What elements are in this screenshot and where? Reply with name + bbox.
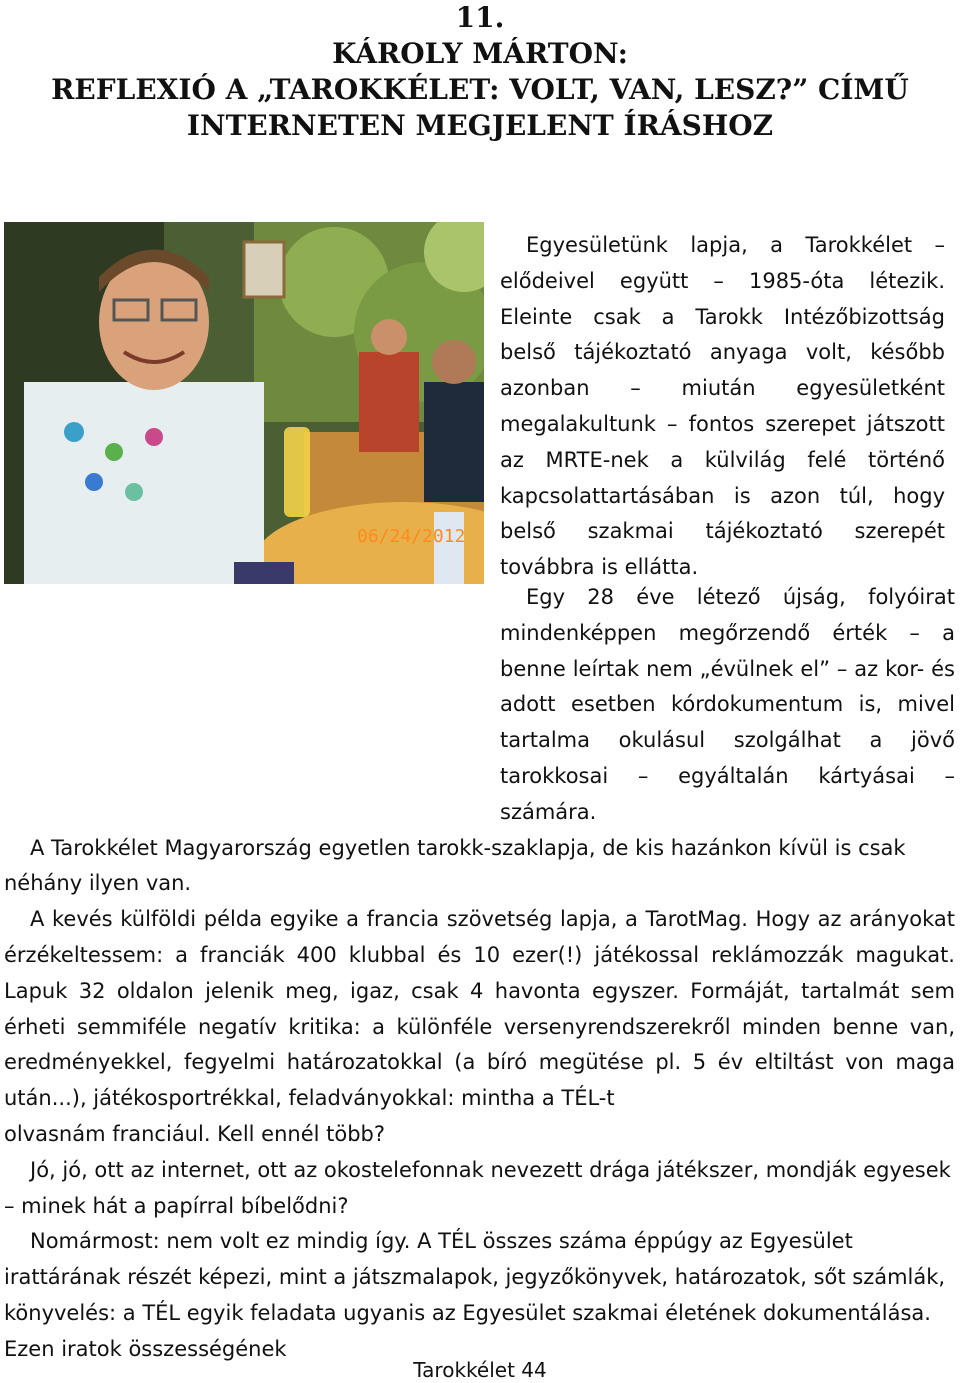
main-text (4, 580, 955, 1368)
photo-date-stamp: 06/24/2012 (357, 526, 466, 547)
paragraph-4: Jó, jó, ott az internet, ott az okostelefonnak nevezett drága játékszer, mondják egyesek – minek hát a papírral bíbelődni? (4, 1157, 951, 1218)
title-line-2: REFLEXIÓ A „TAROKKÉLET: VOLT, VAN, LESZ?” CÍMŰ (51, 73, 909, 106)
paragraph-5: Nomármost: nem volt ez mindig így. A TÉL összes száma éppúgy az Egyesület irattárának részét képezi, mint a játszmalapok, jegyzőkönyvek, határozatok, sőt számlák, könyvelés: a TÉL egyik feladata ugyanis az Egyesület szakmai életének dokumentálása. Ezen iratok összességének (4, 1229, 946, 1361)
paragraph-3: A kevés külföldi példa egyike a francia szövetség lapja, a TarotMag. Hogy az arányokat érzékeltessem: a franciák 400 klubbal és 10 ezer(!) játékossal reklámozzák magukat. Lapuk 32 oldalon jelenik meg, igaz, csak 4 havonta egyszer. Formáját, tartalmát sem érheti semmiféle negatív kritika: a különféle versenyrendszerekről minden benne van, eredményekkel, fegyelmi határozatokkal (a bíró megütése pl. 5 év eltiltást von maga után...), játékosportrékkal, feladványokkal: mintha a TÉL-t (4, 907, 955, 1111)
article-photo (4, 222, 484, 584)
page-footer: Tarokkélet 44 (413, 1358, 547, 1382)
page-header (0, 0, 960, 144)
paragraph-1: Egy 28 éve létező újság, folyóirat mindenképpen megőrzendő érték – a benne leírtak nem „évülnek el” – az kor- és adott esetben kórdokumentum is, mivel tartalma okulásul szolgálhat a jövő tarokkosai – egyáltalán kártyásai – számára. (500, 585, 955, 824)
chapter-number: 11. (455, 1, 505, 34)
side-column (500, 228, 945, 586)
title-line-1: KÁROLY MÁRTON: (332, 37, 628, 70)
side-paragraph: Egyesületünk lapja, a Tarokkélet – elődeivel együtt – 1985-óta létezik. Eleinte csak a Tarokk Intézőbizottság belső tájékoztató anyaga volt, később azonban – miután egyesületként megalakultunk – fontos szerepet játszott az MRTE-nek a külvilág felé történő kapcsolattartásában is azon túl, hogy belső szakmai tájékoztató szerepét továbbra is ellátta. (500, 233, 945, 580)
title-line-3: INTERNETEN MEGJELENT ÍRÁSHOZ (186, 109, 774, 142)
paragraph-3-end: olvasnám franciául. Kell ennél több? (4, 1121, 386, 1146)
paragraph-2: A Tarokkélet Magyarország egyetlen tarokk-szaklapja, de kis hazánkon kívül is csak néhány ilyen van. (4, 835, 906, 896)
